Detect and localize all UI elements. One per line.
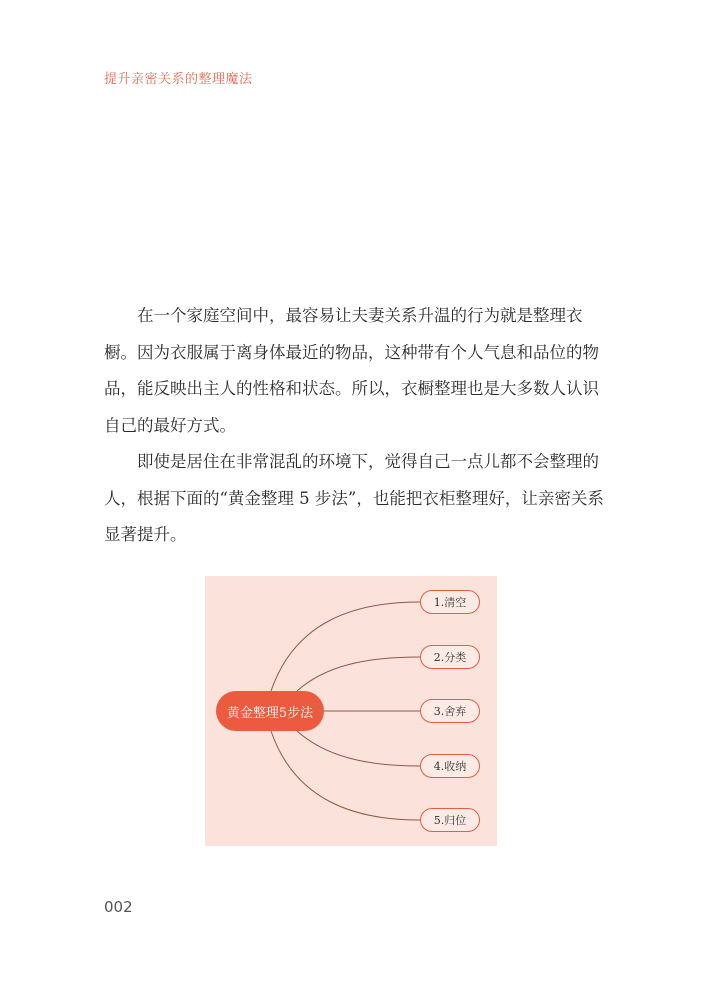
mind-map-figure <box>205 576 497 846</box>
step-node-1: 1.清空 <box>420 590 480 614</box>
paragraph-1: 在一个家庭空间中，最容易让夫妻关系升温的行为就是整理衣橱。因为衣服属于离身体最近的物品，这种带有个人气息和品位的物品，能反映出主人的性格和状态。所以，衣橱整理也是大多数人认识自己的最好方式。 <box>104 306 599 435</box>
running-header: 提升亲密关系的整理魔法 <box>104 72 253 87</box>
step-node-4: 4.收纳 <box>420 754 480 778</box>
center-node: 黄金整理5步法 <box>216 691 324 731</box>
connector-2 <box>297 657 420 691</box>
step-node-3: 3.舍弃 <box>420 699 480 723</box>
connector-1 <box>271 602 420 691</box>
page-number: 002 <box>104 898 133 916</box>
step-node-2: 2.分类 <box>420 645 480 669</box>
body-text <box>104 298 604 554</box>
connector-4 <box>297 731 420 766</box>
connector-5 <box>271 731 420 820</box>
paragraph-2: 即使是居住在非常混乱的环境下，觉得自己一点儿都不会整理的人，根据下面的“黄金整理 5 步法”，也能把衣柜整理好，让亲密关系显著提升。 <box>104 452 604 544</box>
step-node-5: 5.归位 <box>420 808 480 832</box>
